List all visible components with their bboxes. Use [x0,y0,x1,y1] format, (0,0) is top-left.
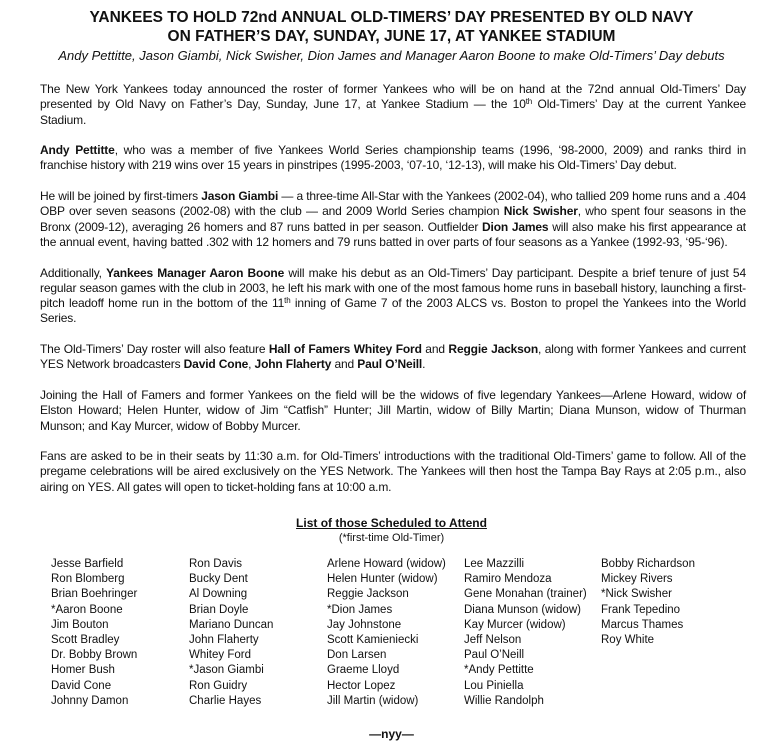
bold-name: Jason Giambi [201,189,279,204]
attendee-name: Gene Monahan (trainer) [464,588,587,601]
bold-name: Paul O’Neill [357,357,423,372]
attendee-name: Jeff Nelson [464,633,522,646]
attendee-name: Jay Johnstone [327,618,402,631]
ordinal-suffix: th [284,296,291,306]
ordinal-suffix: th [525,97,533,107]
attendee-list-header [0,516,783,545]
text-run: He will be joined by first-timers [40,189,202,204]
attendee-name: Arlene Howard (widow) [327,558,446,570]
attendee-name: Jill Martin (widow) [327,694,419,707]
text-run: Fans are asked to be in their seats by 11:30 a.m. for Old-Timers’ introductions with the traditional Old-Timers’ game to follow. All of the pregame celebrations will be aired exclusively on the YES Network. The Yankees will then host the Tampa Bay Rays at 2:05 p.m., also airing on YES. All gates will open to ticket-holding fans at 10:00 a.m. [40,449,746,494]
attendee-name: *Andy Pettitte [464,664,534,677]
attendee-name: Brian Doyle [189,603,249,616]
attendee-name: Lee Mazzilli [464,558,525,570]
attendee-name: Roy White [601,633,655,646]
attendee-name: Brian Boehringer [51,588,138,601]
attendee-name: Willie Randolph [464,694,544,707]
attendee-name: John Flaherty [189,633,259,646]
text-run: , [248,357,255,372]
attendee-name: Ramiro Mendoza [464,573,552,586]
text-run: , who spent four seasons in the Bronx (2009-12), averaging 26 homers and 87 runs batted in per season. Outfielder [40,204,747,234]
attendee-name: Marcus Thames [601,618,684,631]
text-run: . [422,357,426,372]
bold-name: Nick Swisher [503,204,578,219]
title-line-2: ON FATHER’S DAY, SUNDAY, JUNE 17, AT YANKEE STADIUM [167,28,616,45]
attendee-name: Dr. Bobby Brown [51,649,138,662]
bold-name: Reggie Jackson [448,342,539,357]
attendee-name: Scott Kamieniecki [327,633,419,646]
text-run: The New York Yankees today announced the roster of former Yankees who will be on hand at the 72nd annual Old-Timers’ Day presented by Old Navy on Father’s Day, Sunday, June 17, at Yankee Stadium — the 10 [40,82,746,112]
text-run: and [421,342,449,357]
attendee-list-title: List of those Scheduled to Attend [296,516,487,530]
attendee-name: Mariano Duncan [189,618,274,631]
attendee-name: Ron Blomberg [51,573,125,586]
attendee-name: Reggie Jackson [327,588,409,601]
attendee-name: Al Downing [189,588,248,601]
paragraph [40,388,746,434]
subtitle: Andy Pettitte, Jason Giambi, Nick Swisher, Dion James and Manager Aaron Boone to make Old-Timers’ Day debuts [58,48,725,63]
article-body [40,82,746,510]
attendee-name: *Aaron Boone [51,603,123,616]
paragraph [40,189,746,250]
attendee-name: Ron Guidry [189,679,248,692]
attendee-column [601,557,695,648]
attendee-name: Don Larsen [327,649,387,662]
attendee-name: Hector Lopez [327,679,396,692]
attendee-column [189,557,273,709]
text-run: , who was a member of five Yankees World Series championship teams (1996, ‘98-2000, 2009) and ranks third in franchise history with 219 wins over 15 years in pinstripes (1995-2003, ‘07-10, ‘12-13), will make his Old-Timers’ Day debut. [40,143,746,173]
attendee-column [327,557,446,709]
text-run: — a three-time All-Star with the Yankees (2002-04), who tallied 209 home runs and a .404 OBP over seven seasons (2002-08) with the club — and 2009 World Series champion [40,189,746,219]
text-run: inning of Game 7 of the 2003 ALCS vs. Boston to propel the Yankees into the World Series. [40,296,746,326]
attendee-name: Diana Munson (widow) [464,603,581,616]
attendee-column [51,557,137,709]
footer-mark: —nyy— [369,727,414,741]
attendee-name: *Jason Giambi [189,664,264,677]
bold-name: David Cone [183,357,249,372]
attendee-name: David Cone [51,679,112,692]
text-run: The Old-Timers’ Day roster will also feature [40,342,269,357]
attendee-name: Bucky Dent [189,573,248,586]
text-run: will also make his first appearance at the annual event, having batted .302 with 12 homers and 79 runs batted in over parts of four seasons as a Yankee (1992-93, ‘95-‘96). [40,219,746,249]
text-run: and [331,357,358,372]
attendee-name: Charlie Hayes [189,694,262,707]
attendee-list-note: (*first-time Old-Timer) [338,532,445,544]
paragraph [40,143,746,174]
text-run: Old-Timers’ Day at the current Yankee Stadium. [40,97,746,127]
attendee-name: Ron Davis [189,558,243,570]
bold-name: Dion James [482,219,549,234]
attendee-name: Johnny Damon [51,694,129,707]
paragraph [40,266,746,327]
title-line-1: YANKEES TO HOLD 72nd ANNUAL OLD-TIMERS’ DAY PRESENTED BY OLD NAVY [89,9,694,26]
paragraph [40,342,746,373]
text-run: Additionally, [40,265,107,280]
bold-name: John Flaherty [254,357,332,372]
attendee-name: Frank Tepedino [601,603,681,616]
attendee-name: *Dion James [327,603,393,616]
bold-name: Andy Pettitte [40,143,115,158]
attendee-name: Paul O’Neill [464,649,525,662]
attendee-name: Jesse Barfield [51,558,124,570]
paragraph [40,449,746,495]
attendee-name: *Nick Swisher [601,588,672,601]
text-run: , along with former Yankees and current YES Network broadcasters [40,342,746,372]
attendee-name: Kay Murcer (widow) [464,618,566,631]
header [0,8,783,64]
attendee-name: Lou Piniella [464,679,524,692]
attendee-name: Mickey Rivers [601,573,673,586]
paragraph [40,82,746,128]
attendee-name: Homer Bush [51,664,115,677]
bold-name: Hall of Famers Whitey Ford [268,342,422,357]
attendee-name: Jim Bouton [51,618,109,631]
attendee-name: Helen Hunter (widow) [327,573,438,586]
attendee-column [464,557,587,709]
bold-name: Yankees Manager Aaron Boone [106,265,285,280]
text-run: will make his debut as an Old-Timers’ Day participant. Despite a brief tenure of just 54 regular season games with the club in 2003, he left his mark with one of the most famous home runs in baseball history, launching a first-pitch leadoff home run in the bottom of the 11 [40,265,746,311]
attendee-name: Bobby Richardson [601,558,695,570]
attendee-name: Scott Bradley [51,633,120,646]
text-run: Joining the Hall of Famers and former Yankees on the field will be the widows of five legendary Yankees—Arlene Howard, widow of Elston Howard; Helen Hunter, widow of Jim “Catfish” Hunter; Jill Martin, widow of Billy Martin; Diana Munson, widow of Thurman Munson; and Kay Murcer, widow of Bobby Murcer. [40,387,746,433]
attendee-name: Graeme Lloyd [327,664,400,677]
attendee-name: Whitey Ford [189,649,251,662]
